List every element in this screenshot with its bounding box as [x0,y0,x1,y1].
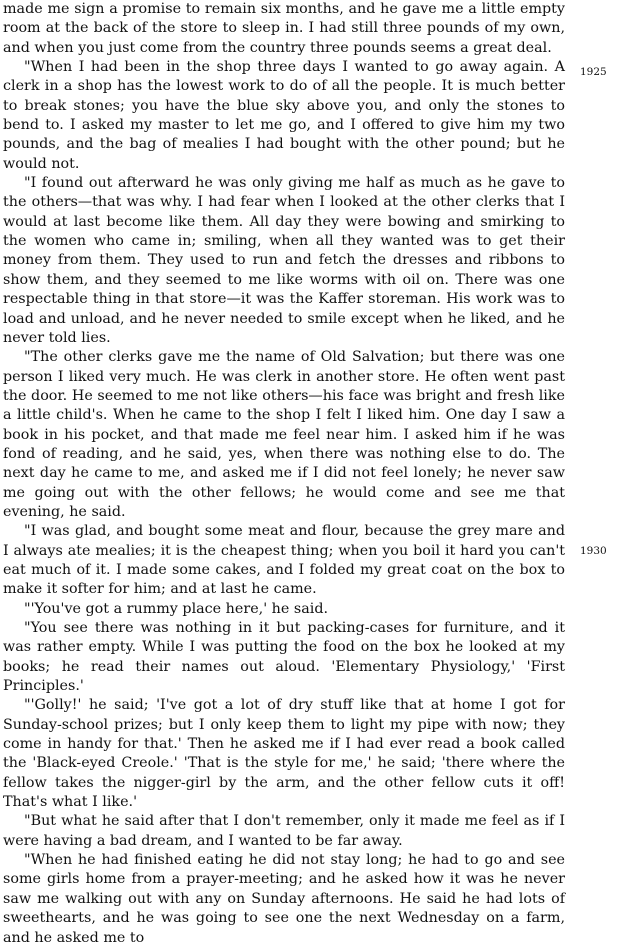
body-text [3,0,565,948]
paragraph-1: made me sign a promise to remain six months, and he gave me a little empty room at the back of the store to sleep in. I had still three pounds of my own, and when you just come from the country three pounds seems a great deal. [3,1,565,56]
paragraph-3: "I found out afterward he was only giving me half as much as he gave to the others—that was why. I had fear when I looked at the other clerks that I would at last become like them. All day they were bowing and smirking to the women who came in; smiling, when all they wanted was to get their money from them. They used to run and fetch the dresses and ribbons to show them, and they seemed to me like worms with oil on. There was one respectable thing in that store—it was the Kaffer storeman. His work was to load and unload, and he never needed to smile except when he liked, and he never told lies. [3,175,565,346]
paragraph-4: "The other clerks gave me the name of Old Salvation; but there was one person I liked very much. He was clerk in another store. He often went past the door. He seemed to me not like others—his face was bright and fresh like a little child's. When he came to the shop I felt I liked him. One day I saw a book in his pocket, and that made me feel near him. I asked him if he was fond of reading, and he said, yes, when there was nothing else to do. The next day he came to me, and asked me if I did not feel lonely; he never saw me going out with the other fellows; he would come and see me that evening, he said. [3,349,565,520]
paragraph-10: "When he had finished eating he did not stay long; he had to go and see some girls home from a prayer-meeting; and he asked how it was he never saw me walking out with any on Sunday afternoons. He said he had lots of sweethearts, and he was going to see one the next Wednesday on a farm, and he asked me to [3,852,565,946]
paragraph-6: "'You've got a rummy place here,' he said. [24,600,329,617]
paragraph-8: "'Golly!' he said; 'I've got a lot of dry stuff like that at home I got for Sunday-school prizes; but I only keep them to light my pipe with now; they come in handy for that.' Then he asked me if I had ever read a book called the 'Black-eyed Creole.' 'That is the style for me,' he said; 'there where the fellow takes the nigger-girl by the arm, and the other fellow cuts it off! That's what I like.' [3,697,565,811]
line-number-1930: 1930 [580,545,607,557]
paragraph-5: "I was glad, and bought some meat and flour, because the grey mare and I always ate mealies; it is the cheapest thing; when you boil it hard you can't eat much of it. I made some cakes, and I folded my great coat on the box to make it softer for him; and at last he came. [3,523,565,598]
paragraph-7: "You see there was nothing in it but packing-cases for furniture, and it was rather empty. While I was putting the food on the box he looked at my books; he read their names out aloud. 'Elementary Physiology,' 'First Principles.' [3,620,565,695]
paragraph-9: "But what he said after that I don't remember, only it made me feel as if I were having a bad dream, and I wanted to be far away. [3,813,565,849]
line-number-1925: 1925 [580,66,607,78]
paragraph-2: "When I had been in the shop three days I wanted to go away again. A clerk in a shop has the lowest work to do of all the people. It is much better to break stones; you have the blue sky above you, and only the stones to bend to. I asked my master to let me go, and I offered to give him my two pounds, and the bag of mealies I had bought with the other pound; but he would not. [3,59,565,172]
